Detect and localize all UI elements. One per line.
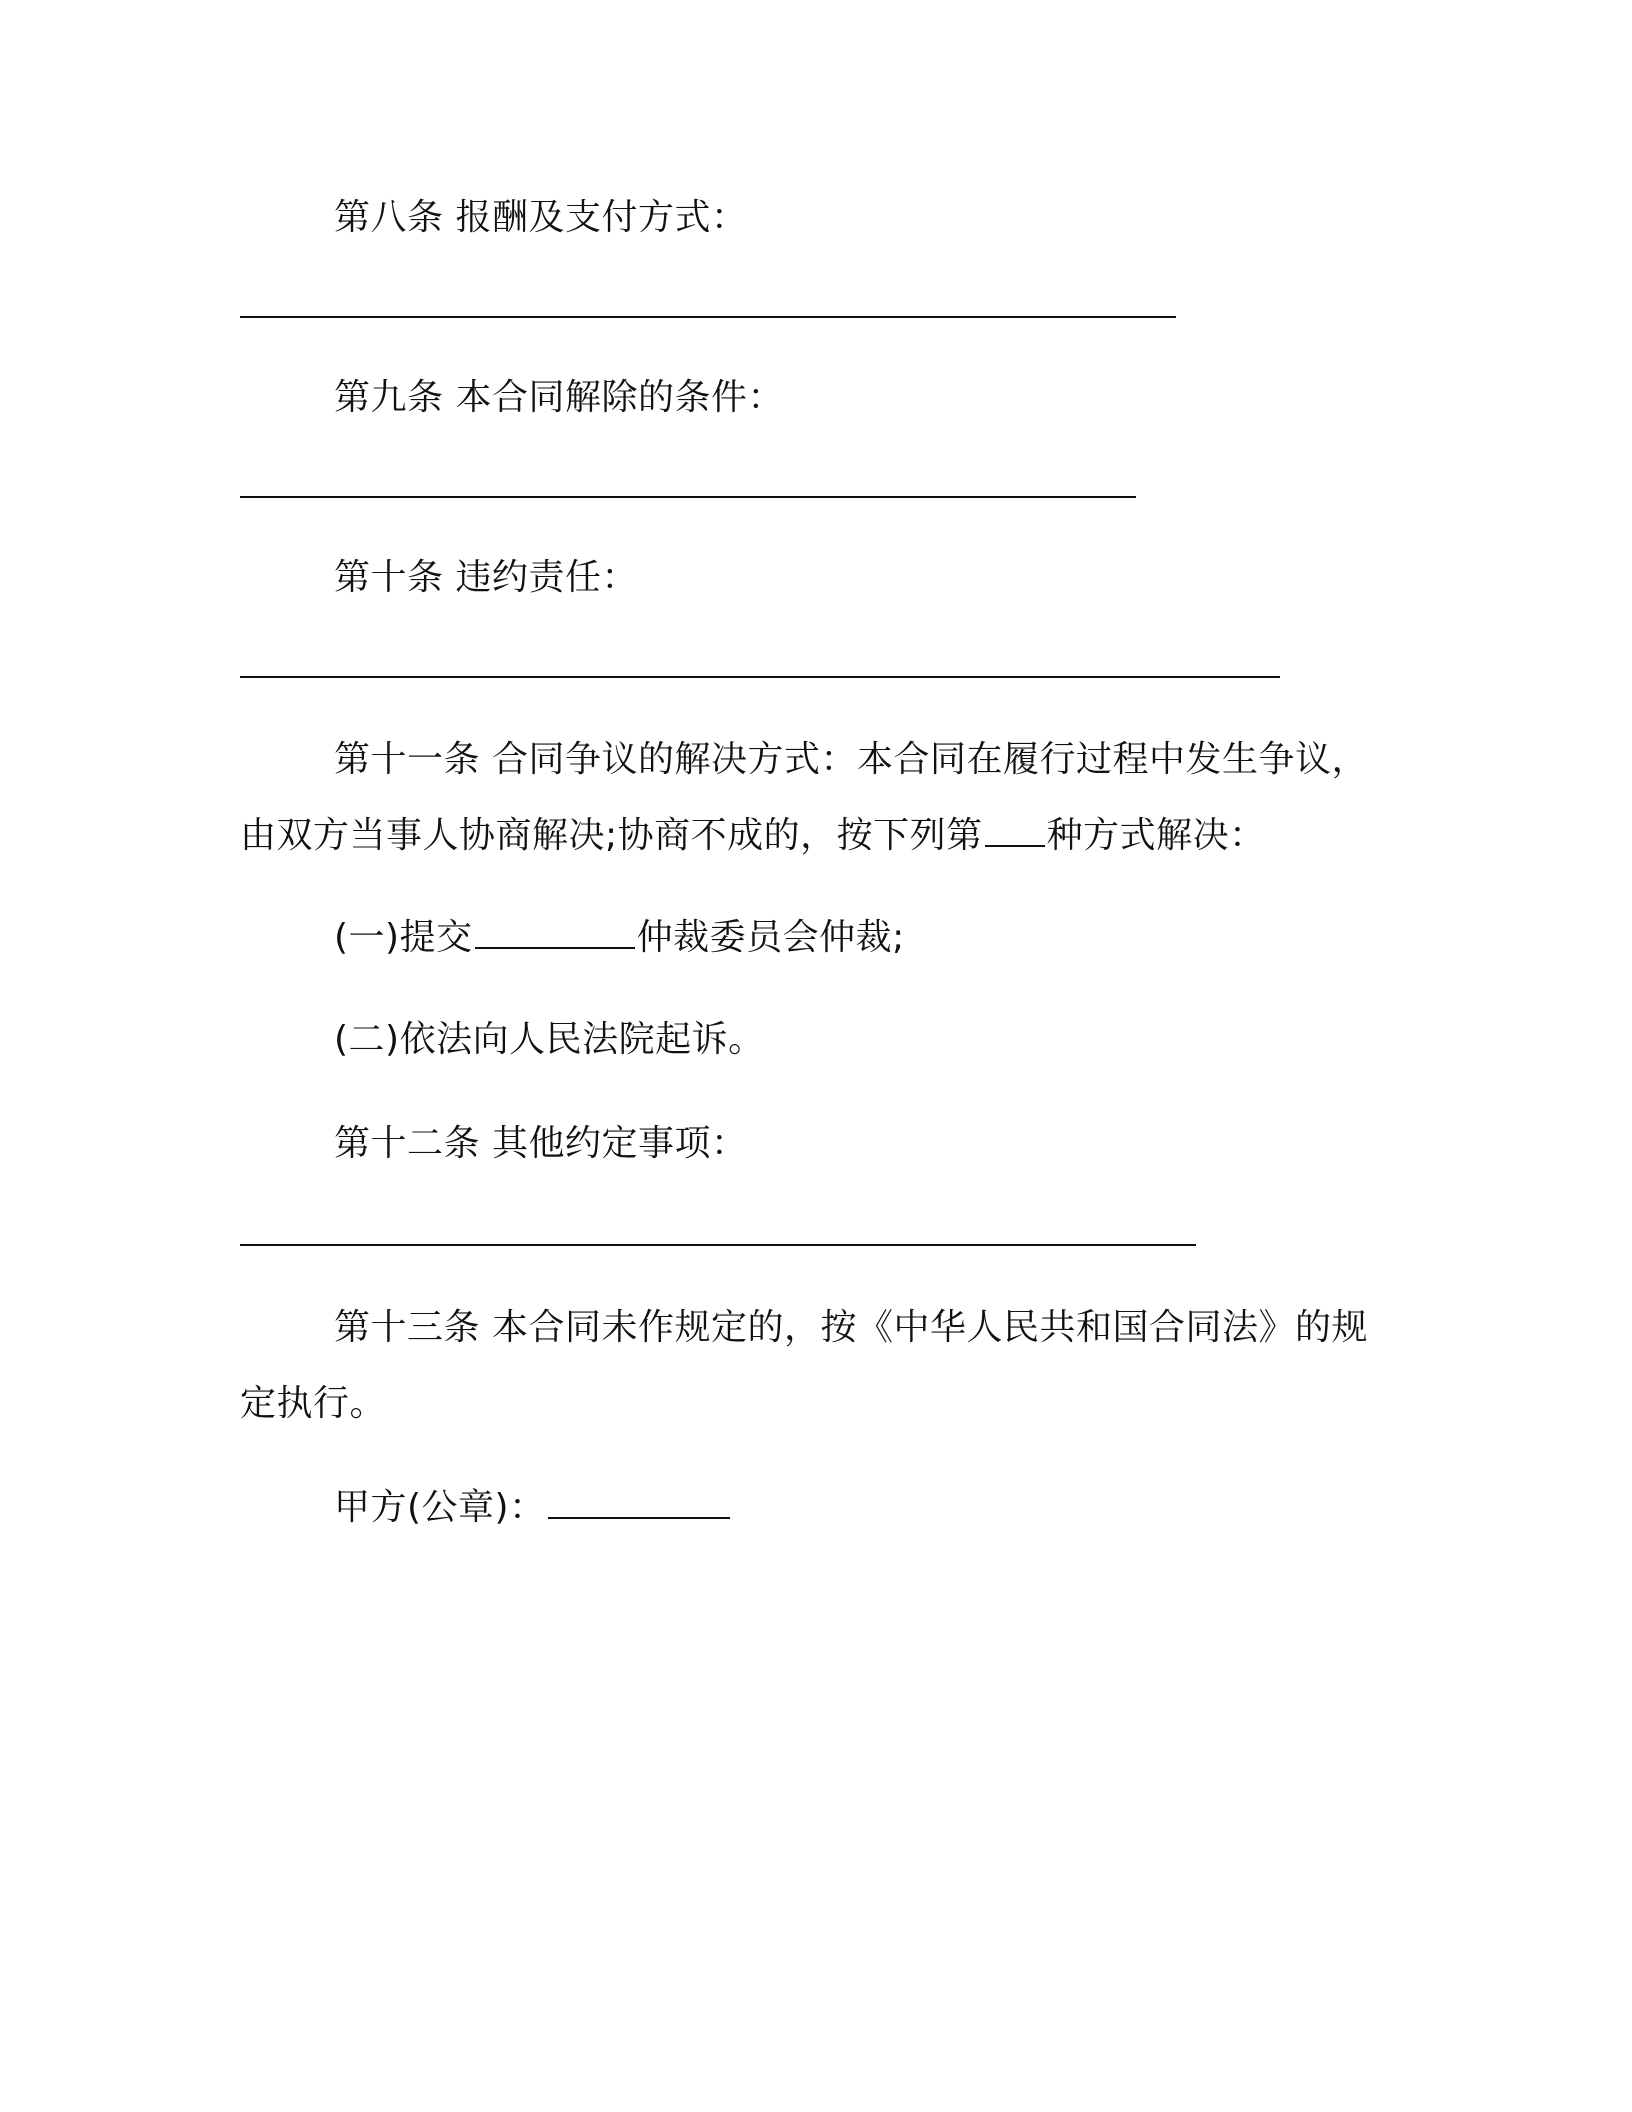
clause-9-heading: 第九条 本合同解除的条件： bbox=[334, 377, 784, 418]
clause-12-heading: 第十二条 其他约定事项： bbox=[334, 1123, 748, 1164]
clause-11-line-1: 第十一条 合同争议的解决方式：本合同在履行过程中发生争议， bbox=[334, 739, 1368, 780]
clause-11-method-blank[interactable] bbox=[985, 839, 1045, 847]
clause-8-fill-line[interactable] bbox=[240, 316, 1176, 318]
option-2: (二)依法向人民法院起诉。 bbox=[334, 1019, 765, 1060]
clause-10-fill-line[interactable] bbox=[240, 676, 1280, 678]
clause-13-line-1: 第十三条 本合同未作规定的，按《中华人民共和国合同法》的规 bbox=[334, 1307, 1368, 1348]
clause-8-heading: 第八条 报酬及支付方式： bbox=[334, 197, 748, 238]
party-a-signature bbox=[334, 1486, 732, 1530]
party-a-label: 甲方(公章)： bbox=[334, 1487, 546, 1528]
option-1-text-after: 仲裁委员会仲裁; bbox=[636, 917, 905, 958]
clause-12-fill-line[interactable] bbox=[240, 1244, 1196, 1246]
option-1-text-before: (一)提交 bbox=[334, 917, 473, 958]
clause-9-fill-line[interactable] bbox=[240, 496, 1136, 498]
arbitration-committee-blank[interactable] bbox=[475, 941, 635, 949]
party-a-seal-blank[interactable] bbox=[548, 1511, 730, 1519]
clause-10-heading: 第十条 违约责任： bbox=[334, 557, 638, 598]
clause-11-text-before-blank: 由双方当事人协商解决;协商不成的，按下列第 bbox=[240, 815, 983, 856]
clause-13-line-2: 定执行。 bbox=[240, 1383, 387, 1424]
clause-11-text-after-blank: 种方式解决： bbox=[1046, 815, 1266, 856]
clause-11-line-2 bbox=[240, 814, 1266, 858]
option-1 bbox=[334, 916, 905, 960]
